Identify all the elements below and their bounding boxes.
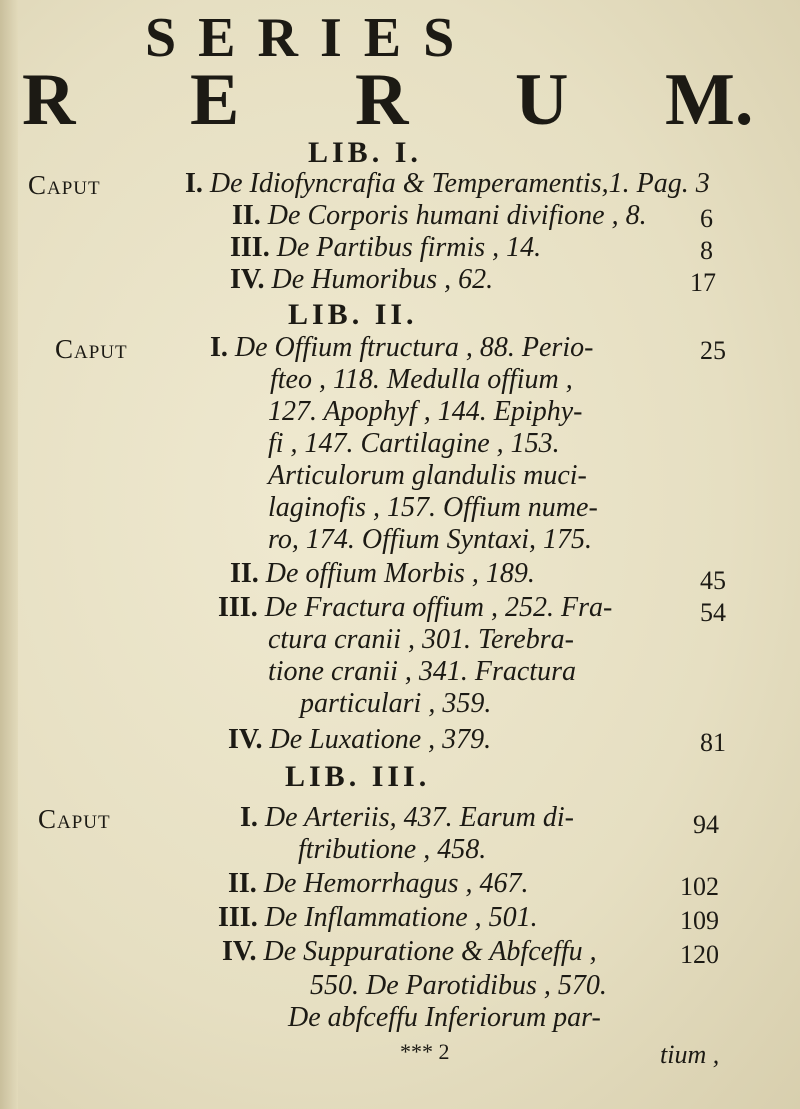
- chapter-number: II.: [232, 200, 261, 231]
- chapter-number: III.: [218, 592, 258, 623]
- book-title: LIB. I.: [308, 136, 422, 169]
- toc-entry[interactable]: [268, 428, 560, 460]
- toc-entry[interactable]: [240, 802, 574, 834]
- toc-entry[interactable]: [222, 936, 597, 968]
- page-number: 45: [700, 566, 726, 595]
- series-heading: SERIES: [145, 7, 477, 69]
- book-title: LIB. II.: [288, 298, 418, 331]
- chapter-text: De offium Morbis , 189.: [265, 558, 535, 589]
- toc-entry[interactable]: [185, 168, 710, 200]
- page-number: 25: [700, 336, 726, 365]
- chapter-text: Articulorum glandulis muci-: [268, 460, 587, 491]
- toc-entry[interactable]: [218, 592, 612, 624]
- caput-label: Caput: [38, 804, 111, 834]
- page-number: 54: [700, 598, 726, 627]
- toc-entry[interactable]: [268, 460, 587, 492]
- toc-entry[interactable]: [228, 724, 491, 756]
- page-number: 120: [680, 940, 719, 969]
- chapter-number: I.: [240, 802, 258, 833]
- toc-entry[interactable]: [298, 834, 486, 866]
- toc-entry[interactable]: [230, 264, 493, 296]
- chapter-number: IV.: [222, 936, 257, 967]
- caput-label: Caput: [55, 334, 128, 364]
- chapter-number: I.: [185, 168, 203, 199]
- chapter-text: laginofis , 157. Offium nume-: [268, 492, 598, 523]
- rerum-letter: R: [355, 59, 409, 141]
- catchword: tium ,: [660, 1040, 720, 1069]
- toc-entry[interactable]: [288, 1002, 601, 1034]
- page-number: 102: [680, 872, 719, 901]
- toc-entry[interactable]: [218, 902, 538, 934]
- chapter-text: 550. De Parotidibus , 570.: [310, 970, 607, 1001]
- rerum-letter: U: [515, 59, 569, 141]
- chapter-text: tione cranii , 341. Fractura: [268, 656, 576, 687]
- chapter-text: De Partibus firmis , 14.: [276, 232, 542, 263]
- chapter-number: IV.: [228, 724, 263, 755]
- toc-entry[interactable]: [300, 688, 491, 720]
- rerum-letter: M.: [665, 59, 754, 141]
- chapter-text: De Suppuratione & Abfceffu ,: [263, 936, 597, 967]
- page-number: 17: [690, 268, 716, 297]
- rerum-letter: E: [190, 59, 240, 141]
- toc-entry[interactable]: [270, 364, 573, 396]
- toc-entry[interactable]: [210, 332, 593, 364]
- toc-entry[interactable]: [268, 524, 592, 556]
- toc-entry[interactable]: [230, 232, 541, 264]
- page-number: 81: [700, 728, 726, 757]
- chapter-text: fi , 147. Cartilagine , 153.: [268, 428, 560, 459]
- toc-entry[interactable]: [230, 558, 535, 590]
- signature-mark: [400, 1036, 450, 1068]
- rerum-letter: R: [22, 59, 76, 141]
- page-number: 94: [693, 810, 719, 839]
- chapter-number: III.: [230, 232, 270, 263]
- chapter-text: De Humoribus , 62.: [271, 264, 494, 295]
- chapter-text: *** 2: [400, 1039, 450, 1064]
- chapter-text: De Arteriis, 437. Earum di-: [264, 802, 574, 833]
- chapter-text: fteo , 118. Medulla offium ,: [270, 364, 573, 395]
- toc-entry[interactable]: [268, 492, 598, 524]
- chapter-text: 127. Apophyf , 144. Epiphy-: [268, 396, 583, 427]
- chapter-number: I.: [210, 332, 228, 363]
- chapter-number: IV.: [230, 264, 265, 295]
- chapter-number: III.: [218, 902, 258, 933]
- chapter-text: ftributione , 458.: [298, 834, 487, 865]
- chapter-text: De Idiofyncrafia & Temperamentis,1. Pag. 3: [209, 168, 710, 199]
- chapter-number: II.: [230, 558, 259, 589]
- toc-entry[interactable]: [268, 624, 574, 656]
- book-title: LIB. III.: [285, 760, 431, 793]
- caput-label: Caput: [28, 170, 101, 200]
- toc-entry[interactable]: [268, 396, 582, 428]
- page-number: 6: [700, 204, 713, 233]
- chapter-text: ro, 174. Offium Syntaxi, 175.: [268, 524, 593, 555]
- chapter-text: De Hemorrhagus , 467.: [263, 868, 529, 899]
- page-number: 109: [680, 906, 719, 935]
- chapter-text: De Corporis humani divifione , 8.: [267, 200, 647, 231]
- chapter-text: De abfceffu Inferiorum par-: [288, 1002, 601, 1033]
- toc-entry[interactable]: [268, 656, 576, 688]
- chapter-text: particulari , 359.: [300, 688, 492, 719]
- chapter-text: De Offium ftructura , 88. Perio-: [234, 332, 594, 363]
- chapter-text: De Fractura offium , 252. Fra-: [264, 592, 613, 623]
- toc-entry[interactable]: [228, 868, 529, 900]
- page-number: 8: [700, 236, 713, 265]
- toc-entry[interactable]: [232, 200, 647, 232]
- chapter-text: De Inflammatione , 501.: [264, 902, 538, 933]
- chapter-text: De Luxatione , 379.: [269, 724, 492, 755]
- chapter-text: ctura cranii , 301. Terebra-: [268, 624, 574, 655]
- toc-entry[interactable]: [310, 970, 607, 1002]
- page-edge: [0, 0, 18, 1109]
- chapter-number: II.: [228, 868, 257, 899]
